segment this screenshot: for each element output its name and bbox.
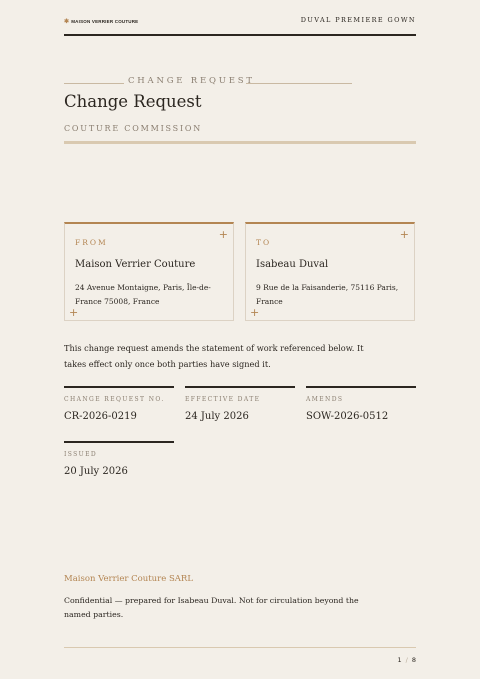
- effective-date-field: [185, 386, 295, 422]
- confidentiality-note: Confidential — prepared for Isabeau Duval. Not for circulation beyond the named parties.: [64, 596, 359, 619]
- to-party-card: [245, 222, 415, 321]
- company-name: Maison Verrier Couture SARL: [64, 574, 193, 584]
- plus-icon: +: [250, 306, 260, 319]
- plus-icon: +: [399, 228, 409, 241]
- intro-paragraph: This change request amends the statement of work referenced below. It takes effect only once both parties have signed it.: [64, 343, 364, 369]
- field-label: EFFECTIVE DATE: [185, 396, 261, 403]
- page-separator: /: [405, 656, 408, 664]
- field-label: ISSUED: [64, 451, 98, 458]
- eyebrow-rule-left: [64, 83, 124, 84]
- from-address: 24 Avenue Montaigne, Paris, Île-de-France 75008, France: [75, 283, 211, 306]
- page-subtitle: COUTURE COMMISSION: [64, 124, 203, 133]
- amends-field: [306, 386, 416, 422]
- field-value: SOW-2026-0512: [306, 411, 389, 422]
- star-icon: ✱: [64, 19, 70, 25]
- brand: [64, 18, 138, 25]
- eyebrow-rule-right: [246, 83, 352, 84]
- eyebrow-text: CHANGE REQUEST: [128, 76, 255, 86]
- issued-field: [64, 441, 174, 477]
- title-divider: [64, 141, 416, 144]
- to-name: Isabeau Duval: [256, 259, 329, 270]
- page-title: Change Request: [64, 92, 202, 111]
- to-label: TO: [256, 238, 272, 247]
- brand-name: MAISON VERRIER COUTURE: [71, 19, 139, 24]
- from-party-card: [64, 222, 234, 321]
- field-value: 20 July 2026: [64, 466, 128, 477]
- footer-divider: [64, 647, 416, 648]
- from-name: Maison Verrier Couture: [75, 259, 196, 270]
- to-address: 9 Rue de la Faisanderie, 75116 Paris, France: [256, 283, 399, 306]
- document-title: DUVAL PREMIERE GOWN: [300, 16, 416, 24]
- field-value: 24 July 2026: [185, 411, 249, 422]
- plus-icon: +: [69, 306, 79, 319]
- page-current: 1: [397, 656, 402, 664]
- plus-icon: +: [218, 228, 228, 241]
- eyebrow: [64, 76, 352, 90]
- field-value: CR-2026-0219: [64, 411, 137, 422]
- page-number: [398, 656, 416, 664]
- page-total: 8: [411, 656, 416, 664]
- field-label: AMENDS: [306, 396, 344, 403]
- change-request-number-field: [64, 386, 174, 422]
- page-header: [64, 14, 416, 36]
- field-label: CHANGE REQUEST NO.: [64, 396, 165, 403]
- from-label: FROM: [75, 238, 108, 247]
